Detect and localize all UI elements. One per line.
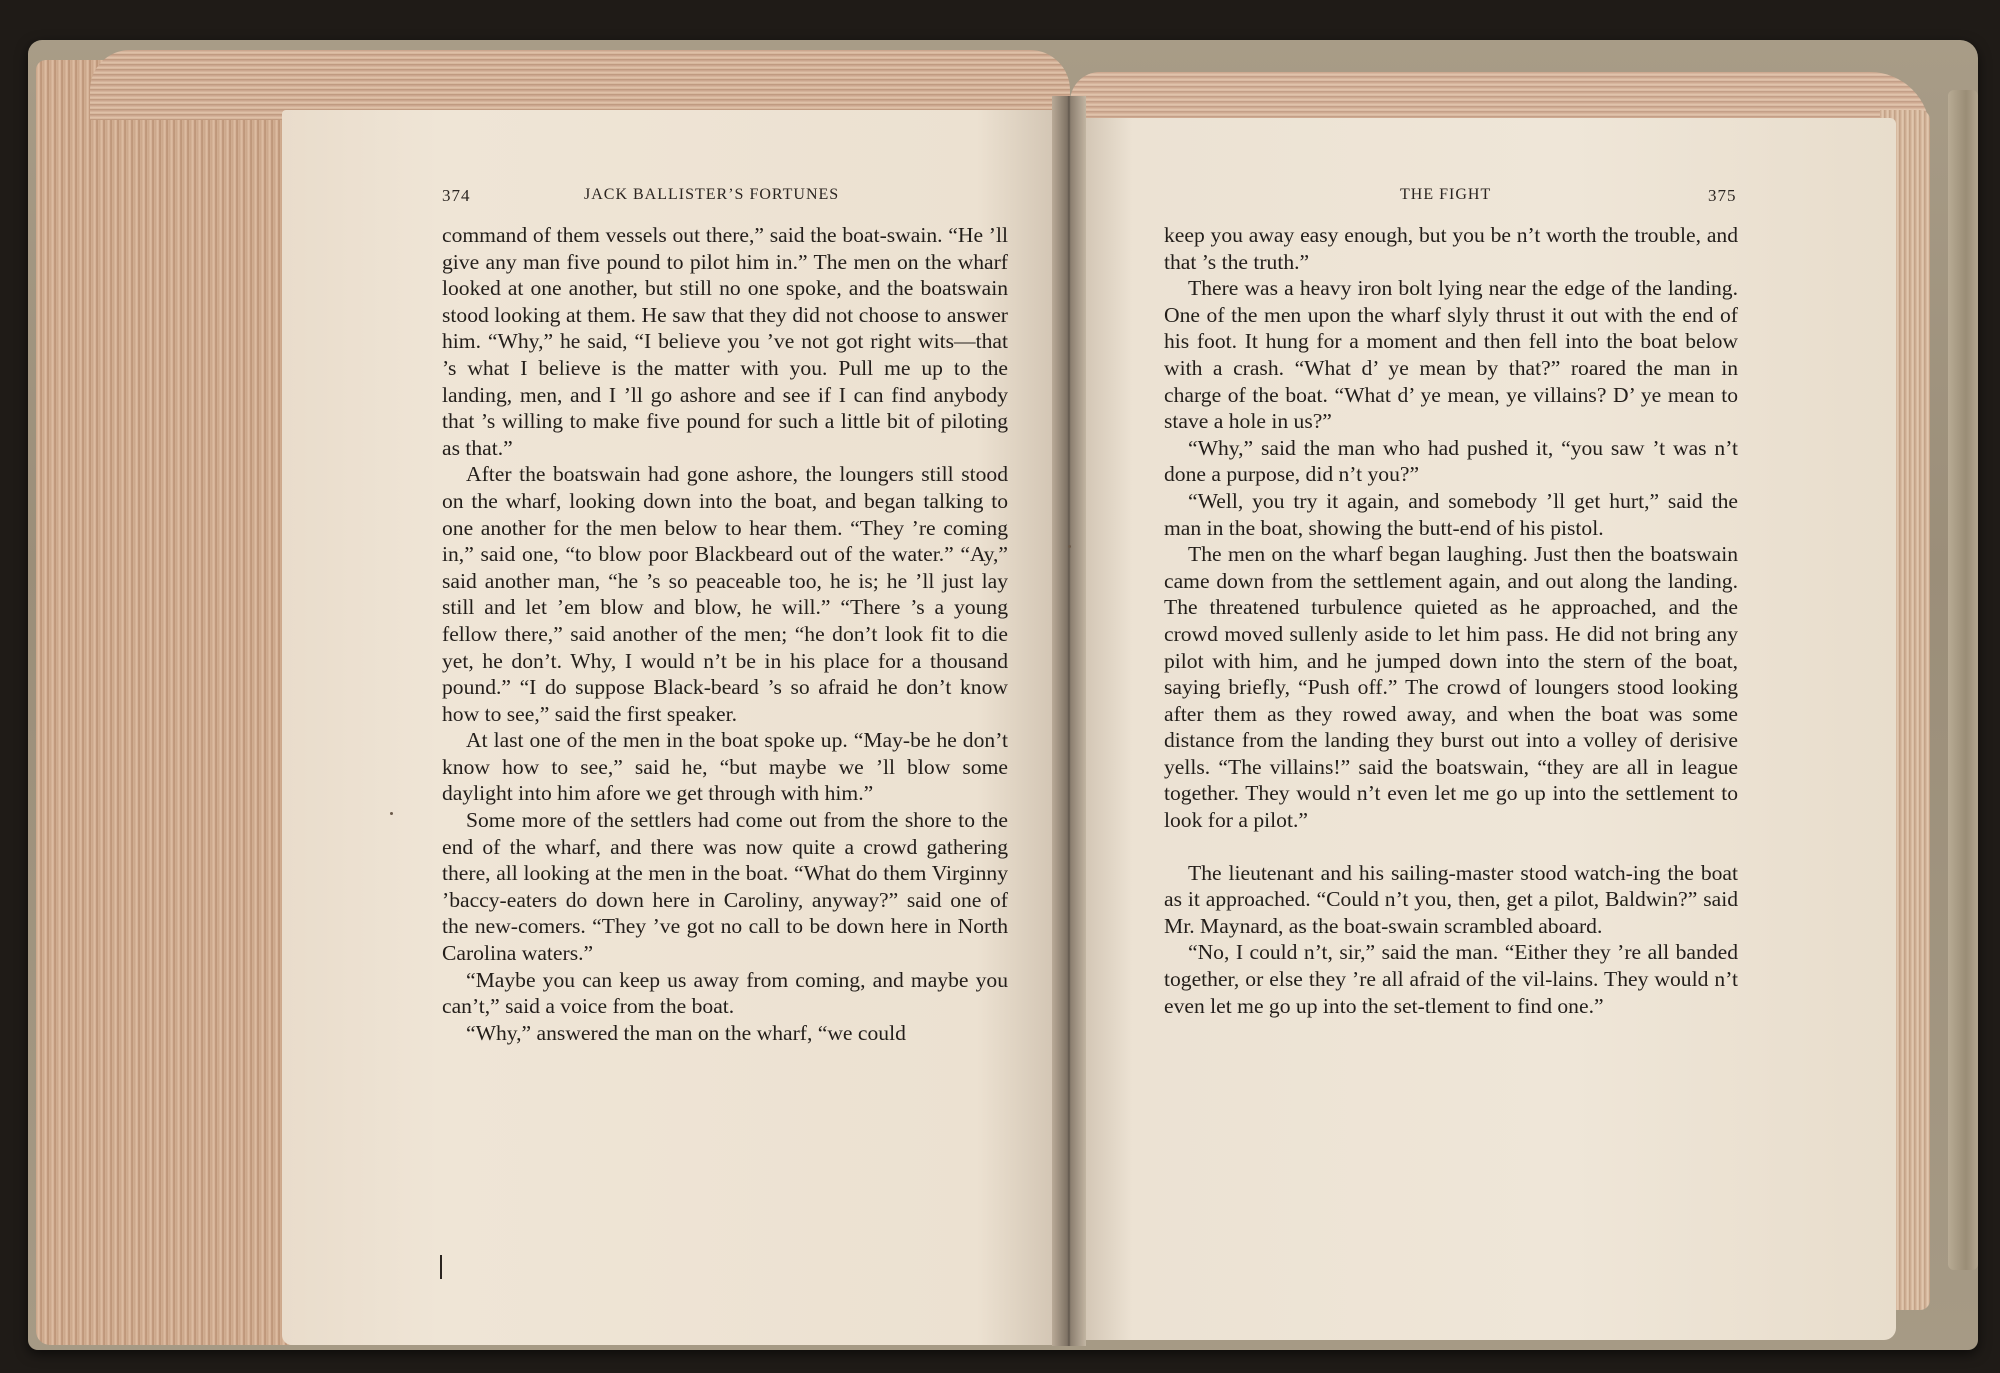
paragraph: command of them vessels out there,” said the boat-swain. “He ’ll give any man five pound to pilot him in.” The men on the wharf looked at one another, but still no one spoke, and the boatswain stood looking at them. He saw that they did not choose to answer him. “Why,” he said, “I believe you ’ve not got right wits—that ’s what I believe is the matter with you. Pull me up to the landing, men, and I ’ll go ashore and see if I can find anybody that ’s willing to make five pound for such a little bit of piloting as that.” — [442, 223, 1008, 460]
left-running-title: JACK BALLISTER’S FORTUNES — [584, 186, 840, 203]
paragraph: After the boatswain had gone ashore, the loungers still stood on the wharf, looking down into the boat, and began talking to one another for the men below to hear them. “They ’re coming in,” said one, “to blow poor Blackbeard out of the water.” “Ay,” said another man, “he ’s so peaceable too, he is; he ’ll just lay still and let ’em blow and blow, he will.” “There ’s a young fellow there,” said another of the men; “he don’t look fit to die yet, he don’t. Why, I would n’t be in his place for a thousand pound.” “I do suppose Black-beard ’s so afraid he don’t know how to see,” said the first speaker. — [442, 462, 1008, 726]
paper-speck — [1068, 545, 1071, 548]
page-stack-left — [36, 60, 296, 1345]
paragraph: The men on the wharf began laughing. Just then the boatswain came down from the settlement again, and out along the landing. The threatened turbulence quieted as he approached, and the crowd moved sullenly aside to let him pass. He did not bring any pilot with him, and he jumped down into the stern of the boat, saying briefly, “Push off.” The crowd of loungers stood looking after them as they rowed away, and when the boat was some distance from the landing they burst out into a volley of derisive yells. “The villains!” said the boatswain, “they are all in league together. They would n’t even let me go up into the settlement to look for a pilot.” — [1164, 542, 1738, 833]
paper-speck — [390, 812, 393, 815]
paragraph: “Maybe you can keep us away from coming, and maybe you can’t,” said a voice from the boat. — [442, 967, 1008, 1019]
left-page-number: 374 — [442, 186, 471, 205]
paragraph: “Well, you try it again, and somebody ’ll get hurt,” said the man in the boat, showing the butt-end of his pistol. — [1164, 488, 1738, 540]
paragraph: “Why,” said the man who had pushed it, “you saw ’t was n’t done a purpose, did n’t you?” — [1164, 435, 1738, 487]
paragraph: keep you away easy enough, but you be n’t worth the trouble, and that ’s the truth.” — [1164, 223, 1738, 274]
paragraph: There was a heavy iron bolt lying near the edge of the landing. One of the men upon the wharf slyly thrust it out with the end of his foot. It hung for a moment and then fell into the boat below with a crash. “What d’ ye mean by that?” roared the man in charge of the boat. “What d’ ye mean, ye villains? D’ ye mean to stave a hole in us?” — [1164, 276, 1738, 434]
paragraph: At last one of the men in the boat spoke up. “May-be he don’t know how to see,” said he, “but maybe we ’ll blow some daylight into him afore we get through with him.” — [442, 728, 1008, 806]
left-page-text — [442, 222, 1008, 1046]
right-page-text — [1164, 222, 1738, 1019]
paragraph: Some more of the settlers had come out from the shore to the end of the wharf, and there was now quite a crowd gathering there, all looking at the men in the boat. “What do them Virginny ’baccy-eaters do down here in Caroliny, anyway?” said one of the new-comers. “They ’ve got no call to be down here in North Carolina waters.” — [442, 808, 1008, 966]
book-gutter — [1052, 96, 1086, 1346]
right-page-number: 375 — [1708, 186, 1737, 205]
pencil-mark — [440, 1255, 442, 1279]
right-running-title: THE FIGHT — [1400, 186, 1492, 203]
paragraph: “No, I could n’t, sir,” said the man. “Either they ’re all banded together, or else they ’re all afraid of the vil-lains. They would n’t even let me go up into the set-tlement to find one.” — [1164, 940, 1738, 1018]
paragraph: “Why,” answered the man on the wharf, “we could — [466, 1020, 906, 1045]
cover-edge — [1948, 90, 1978, 1270]
paragraph: The lieutenant and his sailing-master stood watch-ing the boat as it approached. “Could n’t you, then, get a pilot, Baldwin?” said Mr. Maynard, as the boat-swain scrambled aboard. — [1164, 860, 1738, 938]
